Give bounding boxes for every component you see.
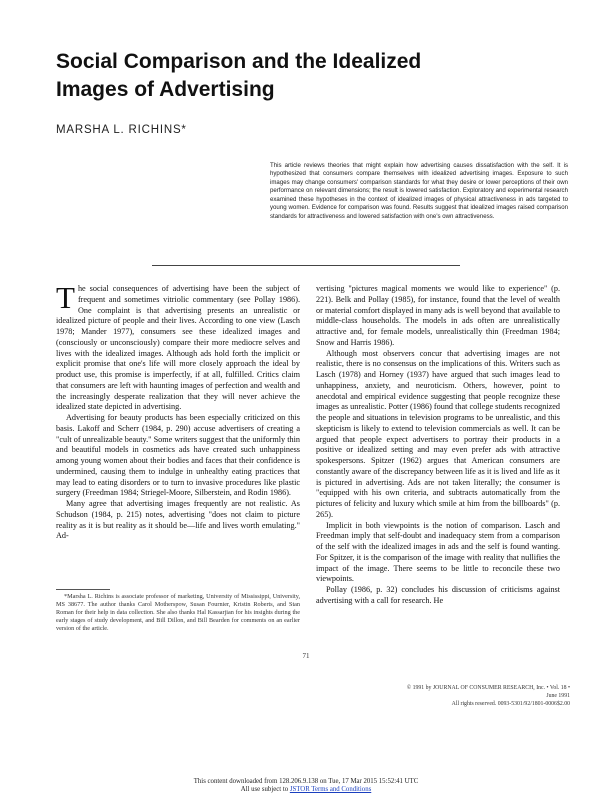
- abstract: This article reviews theories that might explain how advertising causes dissatisfaction with the self. It is hypothesized that consumers compare themselves with idealized advertising images. Exposure to such images may change consumers' comparison standards for what they desire or lower perceptions of their own performance on relevant dimensions; the result is lowered satisfaction. Exploratory and experimental research examined these hypotheses in the context of idealized images of physical attractiveness in ads targeted to young women. Evidence for comparison was found. Results suggest that idealized images raised comparison standards for attractiveness and lowered satisfaction with one's own attractiveness.: [270, 162, 568, 220]
- download-notice: [0, 778, 612, 794]
- terms-link[interactable]: JSTOR Terms and Conditions: [289, 786, 372, 793]
- copyright-notice: [400, 685, 570, 708]
- paragraph: Many agree that advertising images frequently are not realistic. As Schudson (1984, p. 215) notes, advertising "does not claim to picture reality as it is but reality as it should be—life and lives worth emulating." Ad-: [56, 499, 300, 541]
- paragraph: Pollay (1986, p. 32) concludes his discussion of criticisms against advertising with a call for research. He: [316, 585, 560, 605]
- download-line-1: This content downloaded from 128.206.9.138 on Tue, 17 Mar 2015 15:52:41 UTC: [193, 778, 419, 785]
- article-title: [56, 48, 456, 104]
- paragraph-text: he social consequences of advertising have been the subject of frequent and sometimes vitriolic commentary (see Pollay 1986). One complaint is that advertising presents an unrealistic or idealized picture of people and their lives. According to one view (Lasch 1978; Mander 1977), consumers see these idealized images and (consciously or unconsciously) compare their more mediocre selves and lives with the idealized images. Although ads hold forth the implicit or explicit promise that one's life will more closely approach the ideal by product use, this promise is imperfectly, if at all, fulfilled. Critics claim that consumers are left with haunting images of perfection and wealth and the increasingly desperate realization that they will never achieve the idealized state depicted in advertising.: [56, 284, 300, 412]
- download-line-2-prefix: All use subject to: [240, 786, 290, 793]
- copyright-line-2: All rights reserved. 0093-5301/92/1801-0006$2.00: [451, 700, 570, 707]
- paragraph: [56, 284, 300, 413]
- copyright-line-1: © 1991 by JOURNAL OF CONSUMER RESEARCH, Inc. • Vol. 18 • June 1991: [406, 685, 570, 699]
- download-line-2: [0, 786, 612, 794]
- body-column-left: [56, 284, 300, 584]
- paragraph: Advertising for beauty products has been especially criticized on this basis. Lakoff and Scherr (1984, p. 290) accuse advertisers of creating a "cult of unrealizable beauty." Some writers suggest that the uniformly thin and beautiful models in cosmetics ads have created such unhappiness among young women about their bodies and faces that their confidence is undermined, causing them to indulge in unhealthy eating practices that may lead to eating disorders or to turn to invasive procedures like plastic surgery (Freedman 1984; Striegel-Moore, Silberstein, and Rodin 1986).: [56, 413, 300, 498]
- page-number: 71: [302, 652, 310, 660]
- author-footnote: *Marsha L. Richins is associate professor of marketing, University of Mississippi, University, MS 38677. The author thanks Carol Motherspow, Susan Fournier, Kristin Roberts, and Stan Roman for their help in data collection. She also thanks Hal Kassarjian for his insights during the early stages of study development, and Bill Dillon, and Bill Bearden for comments on an earlier version of the article.: [56, 593, 300, 633]
- author-name: MARSHA L. RICHINS*: [56, 124, 187, 136]
- drop-cap: T: [56, 284, 75, 315]
- section-divider: [152, 265, 460, 266]
- paragraph: Although most observers concur that advertising images are not realistic, there is no consensus on the implications of this. Writers such as Lasch (1978) and Horney (1937) have argued that such images lead to unhappiness, anxiety, and neuroticism. Others, however, point to anecdotal and empirical evidence suggesting that people recognize these images as unrealistic. Potter (1986) found that college students recognized the people and situations in television programs to be unrealistic, and this skepticism is likely to extend to television commercials as well. It can be argued that people expect advertisers to portray their products in a positive or idealized setting and may even prefer ads with attractive spokespersons. Spitzer (1962) argues that American consumers are constantly aware of the discrepancy between life as it is lived and life as it is pictured in advertising. Ads are not taken literally; the consumer is "equipped with his own criteria, and subtracts automatically from the pictures of felicity and luxury which smile at him from the billboards" (p. 265).: [316, 348, 560, 519]
- title-line-1: Social Comparison and the Idealized: [56, 50, 422, 73]
- paragraph: Implicit in both viewpoints is the notion of comparison. Lasch and Freedman imply that self-doubt and inadequacy stem from a comparison of the self with the idealized images in ads and the self is found wanting. For Spitzer, it is the comparison of the image with reality that nullifies the impact of the image. There seems to be little to reconcile these two viewpoints.: [316, 520, 560, 584]
- footnote-rule: [56, 589, 110, 590]
- body-column-right: [316, 284, 560, 679]
- title-line-2: Images of Advertising: [56, 78, 275, 101]
- paragraph: vertising "pictures magical moments we would like to experience" (p. 221). Belk and Pollay (1985), for instance, found that the level of wealth or material comfort displayed in many ads is well beyond that available to middle-class households. The models in ads often are unrealistically attractive and, for female models, unrealistically thin (Freedman 1984; Snow and Harris 1986).: [316, 284, 560, 347]
